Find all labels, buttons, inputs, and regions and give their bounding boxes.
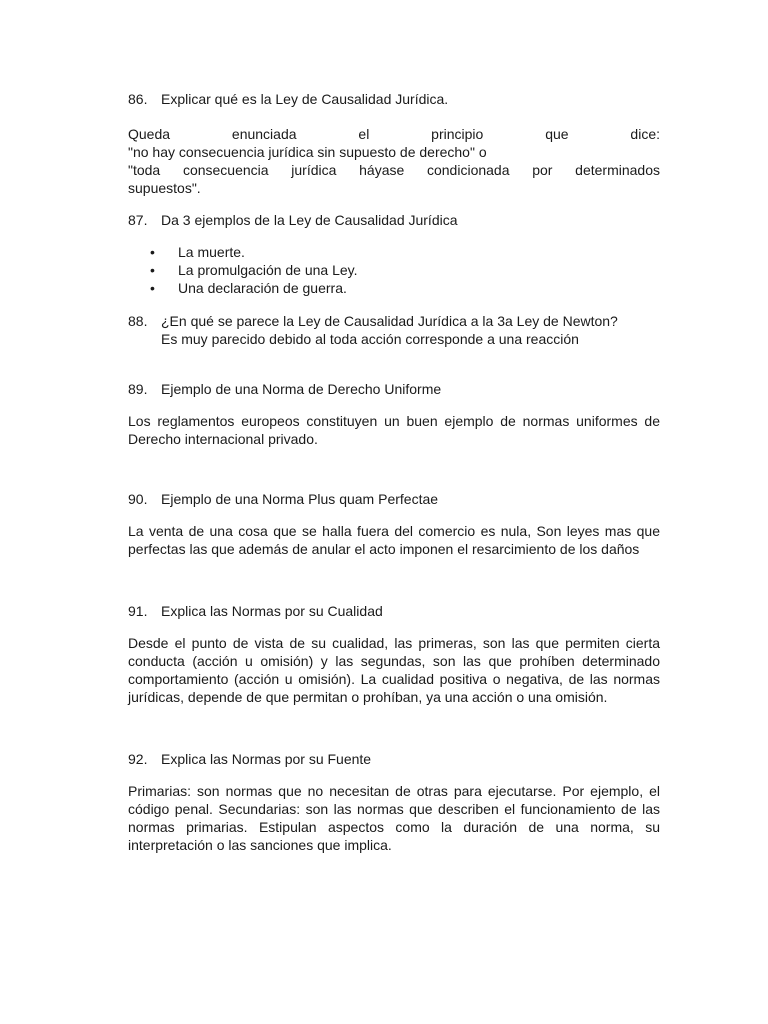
question-number: 89.	[128, 381, 148, 397]
list-item	[128, 243, 660, 261]
question-90	[128, 490, 660, 508]
question-number: 87.	[128, 212, 148, 228]
bullet-icon: •	[150, 262, 155, 278]
question-text: Explica las Normas por su Cualidad	[161, 603, 383, 619]
question-number: 90.	[128, 491, 148, 507]
answer-91: Desde el punto de vista de su cualidad, las primeras, son las que permiten cierta conducta (acción u omisión) y las segundas, son las que prohíben determinado comportamiento (acción u omisión). La cualidad positiva o negativa, de las normas jurídicas, depende de que permitan o prohíban, ya una acción o una omisión.	[128, 635, 660, 705]
answer-line: "toda consecuencia jurídica háyase condicionada por determinados	[128, 162, 660, 178]
question-text: Ejemplo de una Norma Plus quam Perfectae	[161, 491, 439, 507]
question-text: Ejemplo de una Norma de Derecho Uniforme	[161, 381, 442, 397]
question-text: ¿En qué se parece la Ley de Causalidad Jurídica a la 3a Ley de Newton?	[161, 313, 618, 329]
question-88	[128, 312, 660, 330]
question-number: 88.	[128, 313, 148, 329]
question-text: Da 3 ejemplos de la Ley de Causalidad Jurídica	[161, 212, 458, 228]
answer-90: La venta de una cosa que se halla fuera del comercio es nula, Son leyes mas que perfectas las que además de anular el acto imponen el resarcimiento de los daños	[128, 523, 660, 557]
document-page	[128, 90, 660, 854]
question-text: Explicar qué es la Ley de Causalidad Jurídica.	[161, 91, 449, 107]
answer-88: Es muy parecido debido al toda acción corresponde a una reacción	[161, 331, 579, 347]
bullet-icon: •	[150, 244, 155, 260]
question-87	[128, 211, 660, 229]
question-86	[128, 90, 660, 108]
question-92	[128, 750, 660, 768]
list-item	[128, 279, 660, 297]
answer-line: "no hay consecuencia jurídica sin supuesto de derecho" o	[128, 144, 487, 160]
question-91	[128, 602, 660, 620]
answer-92: Primarias: son normas que no necesitan de otras para ejecutarse. Por ejemplo, el código penal. Secundarias: son las normas que describen el funcionamiento de las normas primarias. Estipulan aspectos como la duración de una norma, su interpretación o las sanciones que implica.	[128, 783, 660, 853]
list-item-text: La promulgación de una Ley.	[178, 262, 358, 278]
question-text: Explica las Normas por su Fuente	[161, 751, 372, 767]
question-number: 92.	[128, 751, 148, 767]
answer-89: Los reglamentos europeos constituyen un buen ejemplo de normas uniformes de Derecho internacional privado.	[128, 413, 660, 447]
list-item	[128, 261, 660, 279]
answer-line: Queda enunciada el principio que dice:	[128, 126, 660, 142]
bullet-icon: •	[150, 280, 155, 296]
list-item-text: La muerte.	[178, 244, 245, 260]
list-item-text: Una declaración de guerra.	[178, 280, 347, 296]
answer-line: supuestos".	[128, 180, 201, 196]
answer-86	[128, 125, 660, 197]
question-number: 91.	[128, 603, 148, 619]
question-89	[128, 380, 660, 398]
question-number: 86.	[128, 91, 148, 107]
examples-list	[128, 243, 660, 297]
